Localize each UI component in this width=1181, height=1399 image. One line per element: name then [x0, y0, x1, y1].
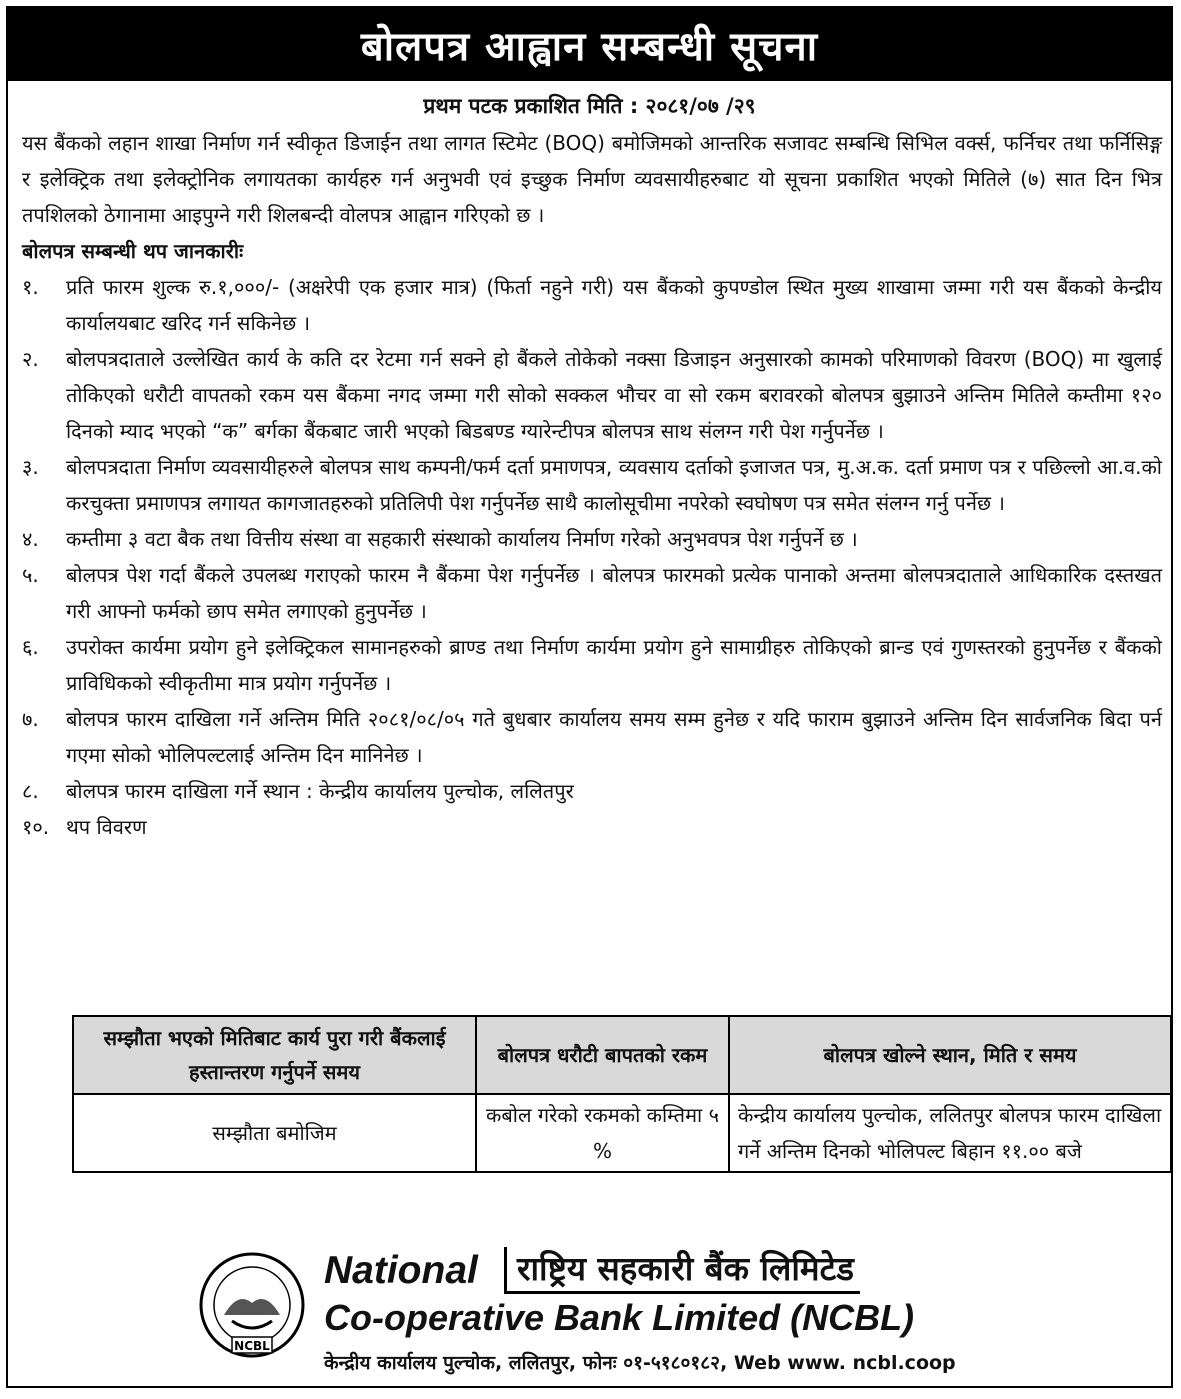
- table-row: [73, 1094, 1171, 1172]
- item-number: १०.: [22, 815, 50, 839]
- list-item: [22, 773, 1162, 809]
- logo-label: NCBL: [234, 1339, 270, 1353]
- cell-opening: केन्द्रीय कार्यालय पुल्चोक, ललितपुर बोलपत्र फारम दाखिला गर्ने अन्तिम दिनको भोलिपल्ट बिहान ११.०० बजे: [729, 1094, 1171, 1172]
- bank-address: केन्द्रीय कार्यालय पुल्चोक, ललितपुर, फोनः ०१-५१८०१८२, Web www. ncbl.coop: [324, 1352, 956, 1374]
- list-item: [22, 557, 1162, 629]
- intro-paragraph: यस बैंकको लहान शाखा निर्माण गर्न स्वीकृत डिजाईन तथा लागत स्टिमेट (BOQ) बमोजिमको आन्तरिक सजावट सम्बन्धि सिभिल वर्क्स, फर्निचर तथा फर्निसिङ्ग र इलेक्ट्रिक तथा इलेक्ट्रोनिक लगायतका कार्यहरु गर्न अनुभवी एवं इच्छुक निर्माण व्यवसायीहरुबाट यो सूचना प्रकाशित भएको मितिले (७) सात दिन भित्र तपशिलको ठेगानामा आइपुग्ने गरी शिलबन्दी वोलपत्र आह्वान गरिएको छ ।: [22, 131, 1162, 227]
- item-text: बोलपत्र फारम दाखिला गर्ने स्थान : केन्द्रीय कार्यालय पुल्चोक, ललितपुर: [66, 779, 574, 803]
- list-item: [22, 269, 1162, 341]
- item-text: थप विवरण: [66, 815, 147, 839]
- item-number: ५.: [22, 563, 39, 587]
- list-item: [22, 809, 1162, 845]
- notice-title: बोलपत्र आह्वान सम्बन्धी सूचना: [8, 8, 1171, 81]
- bank-name-nepali: राष्ट्रिय सहकारी बैंक लिमिटेड: [504, 1247, 860, 1294]
- published-date: प्रथम पटक प्रकाशित मिति : २०८१/०७ /२९: [423, 94, 756, 118]
- list-item: [22, 341, 1162, 449]
- item-number: ८.: [22, 779, 39, 803]
- item-number: १.: [22, 275, 39, 299]
- item-text: बोलपत्र पेश गर्दा बैंकले उपलब्ध गराएको फारम नै बैंकमा पेश गर्नुपर्नेछ । बोलपत्र फारमको प्रत्येक पानाको अन्तमा बोलपत्रदाताले आधिकारिक दस्तखत गरी आफ्नो फर्मको छाप समेत लगाएको हुनुपर्नेछ ।: [66, 563, 1162, 623]
- notice-frame: [6, 6, 1173, 1388]
- bank-name-english-line1: National: [324, 1249, 478, 1292]
- item-number: ७.: [22, 707, 39, 731]
- list-item: [22, 629, 1162, 701]
- list-item: [22, 449, 1162, 521]
- bank-name-english-line2: Co-operative Bank Limited (NCBL): [324, 1297, 915, 1338]
- notice-body: [22, 125, 1162, 845]
- bank-footer: [8, 1241, 1171, 1390]
- header-completion-time: सम्झौता भएको मितिबाट कार्य पुरा गरी बैंकलाई हस्तान्तरण गर्नुपर्ने समय: [73, 1016, 476, 1094]
- bank-logo-icon: [198, 1251, 306, 1359]
- item-text: प्रति फारम शुल्क रु.१,०००/- (अक्षरेपी एक हजार मात्र) (फिर्ता नहुने गरी) यस बैंकको कुपण्डोल स्थित मुख्य शाखामा जम्मा गरी यस बैंकको केन्द्रीय कार्यालयबाट खरिद गर्न सकिनेछ ।: [66, 275, 1162, 335]
- item-number: ६.: [22, 635, 39, 659]
- subheading: बोलपत्र सम्बन्धी थप जानकारीः: [22, 239, 244, 263]
- cell-completion: सम्झौता बमोजिम: [73, 1094, 476, 1172]
- table-header-row: [73, 1016, 1171, 1094]
- item-text: बोलपत्रदाताले उल्लेखित कार्य के कति दर रेटमा गर्न सक्ने हो बैंकले तोकेको नक्सा डिजाइन अनुसारको कामको परिमाणको विवरण (BOQ) मा खुलाई तोकिएको धरौटी वापतको रकम यस बैंकमा नगद जम्मा गरी सोको सक्कल भौचर वा सो रकम बरावरको बोलपत्र बुझाउने अन्तिम मितिले कम्तीमा १२० दिनको म्याद भएको “क” बर्गका बैंकबाट जारी भएको बिडबण्ड ग्यारेन्टीपत्र बोलपत्र साथ संलग्न गरी पेश गर्नुपर्नेछ ।: [66, 347, 1162, 443]
- item-text: उपरोक्त कार्यमा प्रयोग हुने इलेक्ट्रिकल सामानहरुको ब्राण्ड तथा निर्माण कार्यमा प्रयोग हुने सामाग्रीहरु तोकिएको ब्रान्ड एवं गुणस्तरको हुनुपर्नेछ र बैंकको प्राविधिकको स्वीकृतीमा मात्र प्रयोग गर्नुपर्नेछ ।: [66, 635, 1162, 695]
- item-number: २.: [22, 347, 39, 371]
- details-table: [72, 1015, 1172, 1173]
- header-opening-details: बोलपत्र खोल्ने स्थान, मिति र समय: [729, 1016, 1171, 1094]
- item-text: बोलपत्रदाता निर्माण व्यवसायीहरुले बोलपत्र साथ कम्पनी/फर्म दर्ता प्रमाणपत्र, व्यवसाय दर्ताको इजाजत पत्र, मु.अ.क. दर्ता प्रमाण पत्र र पछिल्लो आ.व.को करचुक्ता प्रमाणपत्र लगायत कागजातहरुको प्रतिलिपी पेश गर्नुपर्नेछ साथै कालोसूचीमा नपरेको स्वघोषण पत्र समेत संलग्न गर्नु पर्नेछ ।: [66, 455, 1162, 515]
- cell-deposit: कबोल गरेको रकमको कम्तिमा ५ %: [476, 1094, 729, 1172]
- item-text: बोलपत्र फारम दाखिला गर्ने अन्तिम मिति २०८१/०८/०५ गते बुधबार कार्यालय समय सम्म हुनेछ र यदि फाराम बुझाउने अन्तिम दिन सार्वजनिक बिदा पर्न गएमा सोको भोलिपल्टलाई अन्तिम दिन मानिनेछ ।: [66, 707, 1162, 767]
- list-item: [22, 521, 1162, 557]
- item-text: कम्तीमा ३ वटा बैक तथा वित्तीय संस्था वा सहकारी संस्थाको कार्यालय निर्माण गरेको अनुभवपत्र पेश गर्नुपर्ने छ ।: [66, 527, 858, 551]
- item-number: ४.: [22, 527, 39, 551]
- header-deposit-amount: बोलपत्र धरौटी बापतको रकम: [476, 1016, 729, 1094]
- item-number: ३.: [22, 455, 39, 479]
- list-item: [22, 701, 1162, 773]
